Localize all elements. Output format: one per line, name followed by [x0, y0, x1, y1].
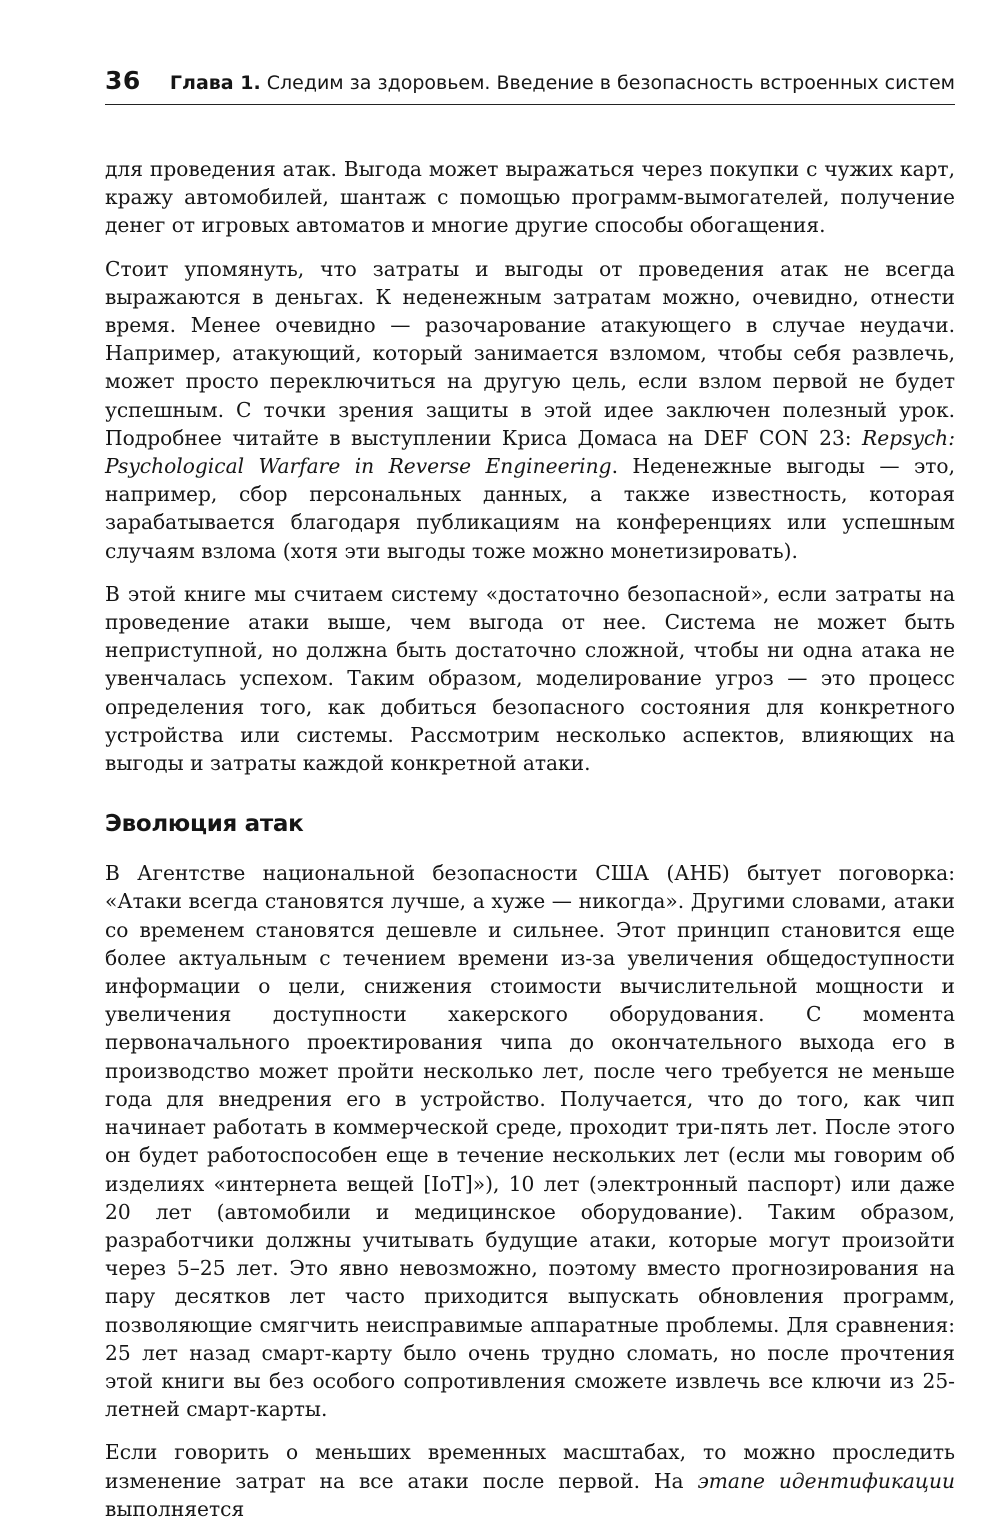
paragraph-4: В Агентстве национальной безопасности США (АНБ) бытует поговорка: «Атаки всегда становятся лучше, а хуже — никогда». Другими словами, атаки со временем становятся дешевле и сильнее. Этот принцип становится еще более актуальным с течением времени из-за увеличения общедоступности информации о цели, снижения стоимости вычислительной мощности и увеличения доступности хакерского оборудования. С момента первоначального проектирования чипа до окончательного выхода его в производство может пройти несколько лет, после чего требуется не меньше года для внедрения его в устройство. Получается, что до того, как чип начинает работать в коммерческой среде, проходит три-пять лет. После этого он будет работоспособен еще в течение нескольких лет (если мы говорим об изделиях «интернета вещей [IoT]»), 10 лет (электронный паспорт) или даже 20 лет (автомобили и медицинское оборудование). Таким образом, разработчики должны учитывать будущие атаки, которые могут произойти через 5–25 лет. Это явно невозможно, поэтому вместо прогнозирования на пару десятков лет часто приходится выпускать обновления программ, позволяющие смягчить неисправимые аппаратные проблемы. Для сравнения: 25 лет назад смарт-карту было очень трудно сломать, но после прочтения этой книги вы без особого сопротивления сможете извлечь все ключи из 25-летней смарт-карты.: [105, 861, 955, 1422]
paragraph-3: В этой книге мы считаем систему «достаточно безопасной», если затраты на проведение атаки выше, чем выгода от нее. Система не может быть неприступной, но должна быть достаточно сложной, чтобы ни одна атака не увенчалась успехом. Таким образом, моделирование угроз — это процесс определения того, как добиться безопасного состояния для конкретного устройства или системы. Рассмотрим несколько аспектов, влияющих на выгоды и затраты каждой конкретной атаки.: [105, 581, 955, 776]
section-heading: Эволюция атак: [105, 811, 304, 838]
paragraph-1: для проведения атак. Выгода может выражаться через покупки с чужих карт, кражу автомобилей, шантаж с помощью программ-вымогателей, получение денег от игровых автоматов и многие другие способы обогащения.: [105, 157, 955, 238]
page-body: [105, 155, 955, 1523]
paragraph-2-text-b: . Неденежные выгоды — это, например, сбор персональных данных, а также известность, которая зарабатывается благодаря публикациям на конференциях или успешным случаям взлома (хотя эти выгоды тоже можно монетизировать).: [105, 454, 955, 563]
paragraph-2: [105, 255, 955, 565]
paragraph-5-text-a: Если говорить о меньших временных масштабах, то можно проследить изменение затрат на все атаки после первой. На: [105, 1440, 955, 1493]
page-header: [105, 66, 955, 105]
running-head: [170, 72, 955, 94]
paragraph-5: [105, 1438, 955, 1523]
chapter-title: Следим за здоровьем. Введение в безопасность встроенных систем: [266, 72, 955, 94]
identification-stage-italic: этапе идентификации: [697, 1468, 955, 1493]
talk-title-italic: Repsych: Psychological Warfare in Reverse Engineering: [105, 425, 955, 479]
page-number: 36: [105, 66, 141, 95]
chapter-label: Глава 1.: [169, 72, 261, 94]
paragraph-5-text-b: выполняется: [105, 1496, 245, 1521]
paragraph-2-text-a: Стоит упомянуть, что затраты и выгоды от проведения атак не всегда выражаются в деньгах. К неденежным затратам можно, очевидно, отнести время. Менее очевидно — разочарование атакующего в случае неудачи. Например, атакующий, который занимается взломом, чтобы себя развлечь, может просто переключиться на другую цель, если взлом первой не будет успешным. С точки зрения защиты в этой идее заключен полезный урок. Подробнее читайте в выступлении Криса Домаса на DEF CON 23:: [105, 256, 955, 450]
